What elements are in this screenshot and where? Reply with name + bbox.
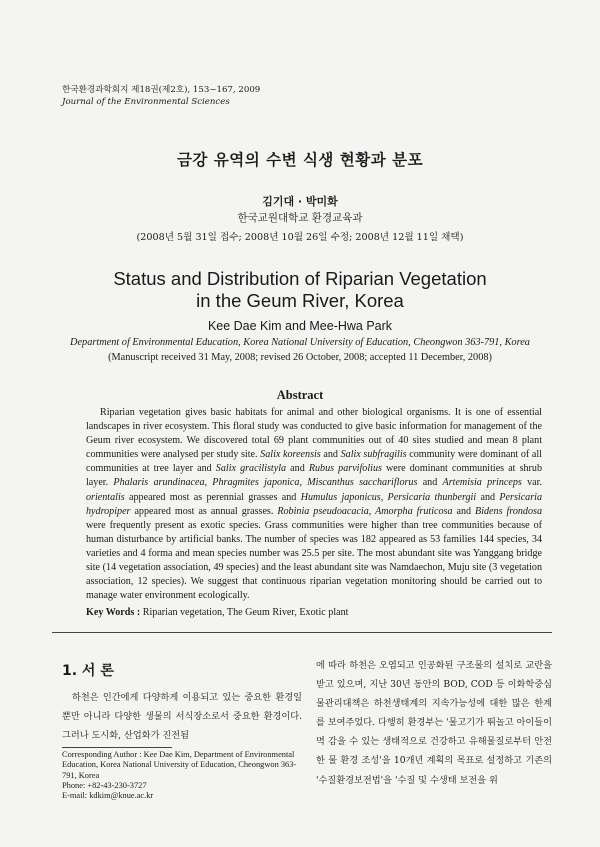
- footnote-phone: Phone: +82-43-230-3727: [62, 780, 147, 790]
- intro-left-column: 하천은 인간에게 다양하게 이용되고 있는 중요한 환경일 뿐만 아니라 다양한 생물의 서식장소로서 중요한 환경이다. 그러나 도시화, 산업화가 진전됨: [62, 692, 302, 741]
- title-english: [0, 268, 600, 312]
- section-divider: [52, 632, 552, 633]
- title-english-line1: Status and Distribution of Riparian Vegetation: [113, 268, 487, 289]
- authors-english: Kee Dae Kim and Mee-Hwa Park: [207, 319, 393, 333]
- affiliation-english: Department of Environmental Education, Korea National University of Education, Cheongwon 363-791, Korea: [70, 337, 530, 348]
- keywords-label: Key Words :: [86, 607, 143, 618]
- footnote-email: E-mail: kdkim@knue.ac.kr: [62, 791, 154, 801]
- title-english-line2: in the Geum River, Korea: [196, 290, 404, 311]
- journal-citation-ko: 한국환경과학회지 제18권(제2호), 153~167, 2009: [62, 85, 261, 95]
- journal-header: [62, 84, 260, 108]
- dates-english: (Manuscript received 31 May, 2008; revised 26 October, 2008; accepted 11 December, 2008): [108, 352, 492, 363]
- journal-name-en: Journal of the Environmental Sciences: [62, 97, 230, 107]
- dates-korean: (2008년 5월 31일 접수; 2008년 10월 26일 수정; 2008년 12월 11일 채택): [136, 232, 464, 243]
- footnote-author: Corresponding Author : Kee Dae Kim, Department of Environmental Education, Korea National University of Education, Cheongwon 363-791, Korea: [62, 750, 297, 780]
- title-korean: 금강 유역의 수변 식생 현황과 분포: [176, 151, 424, 169]
- section-heading-introduction: 1. 서 론: [62, 663, 114, 679]
- footnote-rule: [62, 747, 172, 748]
- intro-right-column: 에 따라 하천은 오염되고 인공화된 구조물의 설치로 교란을 받고 있으며, 지난 30년 동안의 BOD, COD 등 이화학중심 물관리대책은 하천생태계의 지속가능성에 대한 많은 한계를 보여주었다. 다행히 환경부는 '물고기가 뛰놀고 아이들이 멱 감을 수 있는 생태적으로 건강하고 유해물질로부터 안전한 물 환경 조성'을 10개년 계획의 목표로 설정하고 기존의 '수질환경보전법'을 '수질 및 수생태 보전을 위: [316, 660, 552, 786]
- corresponding-author-footnote: [62, 750, 302, 801]
- keywords: [86, 607, 556, 618]
- abstract-body: Riparian vegetation gives basic habitats for animal and other biological organisms. It is one of essential landscapes in river ecosystem. This floral study was conducted to give basic information for management of the Geum river ecosystem. We discovered total 69 plant communities out of 40 sites studied and mean 8 plant communities were analysed per study site. Salix koreensis and Salix subfragilis community were dominant of all communities at tree layer and Salix gracilistyla and Rubus parvifolius were dominant communities at shrub layer. Phalaris arundinacea, Phragmites japonica, Miscanthus sacchariflorus and Artemisia princeps var. orientalis appeared most as perennial grasses and Humulus japonicus, Persicaria thunbergii and Persicaria hydropiper appeared most as annual grasses. Robinia pseudoacacia, Amorpha fruticosa and Bidens frondosa were frequently present as exotic species. Grass communities were higher than tree communities because of human disturbance by artificial banks. The number of species was 182 appeared as 53 families 144 species, 34 varieties and 4 forma and mean species number was 25.5 per site. The most abundant site was Yanggang bridge site (14 vegetation association, 49 species) and the least abundant site was Namdaechon, Muju site (3 vegetation association, 12 species). We suggest that continuous riparian vegetation monitoring should be carried out to manage water environment ecologically.: [86, 407, 543, 602]
- keywords-text: Riparian vegetation, The Geum River, Exotic plant: [142, 607, 349, 618]
- affiliation-korean: 한국교원대학교 환경교육과: [237, 212, 363, 224]
- abstract-heading: Abstract: [276, 388, 324, 402]
- authors-korean: 김기대 · 박미화: [262, 195, 338, 208]
